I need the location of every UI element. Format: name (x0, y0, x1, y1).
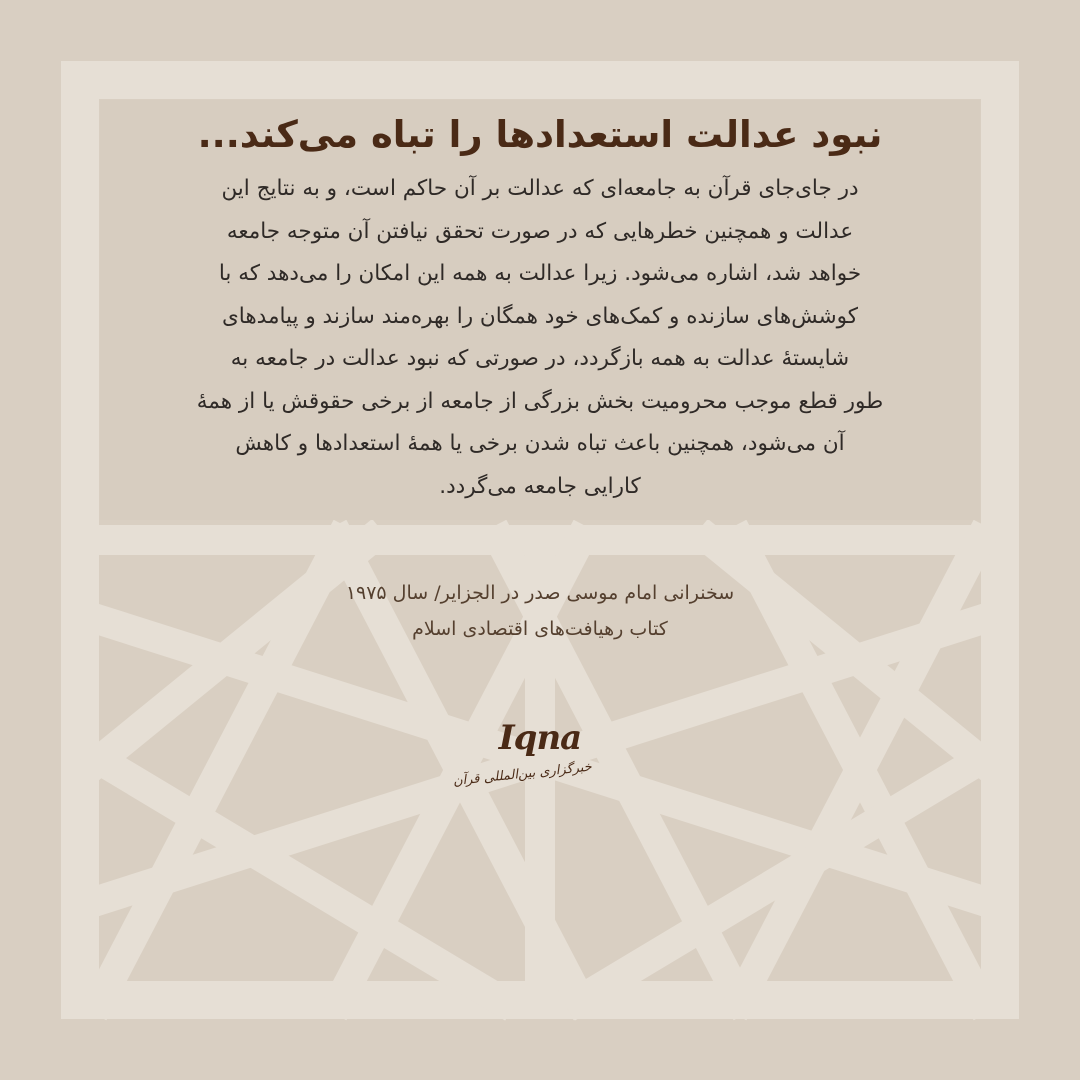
source-speech: سخنرانی امام موسی صدر در الجزایر/ سال ۱۹۷۵ (345, 582, 735, 604)
source-citation (150, 575, 930, 647)
page-title: نبود عدالت استعدادها را تباه می‌کند... (197, 113, 883, 156)
body-line: خواهد شد، اشاره می‌شود. زیرا عدالت به همه این امکان را می‌دهد که با (218, 261, 862, 286)
body-line: کوشش‌های سازنده و کمک‌های خود همگان را بهره‌مند سازند و پیامدهای (221, 303, 859, 329)
body-line: عدالت و همچنین خطرهایی که در صورت تحقق نیافتن آن متوجه جامعه (226, 218, 854, 244)
body-line: شایستهٔ عدالت به همه بازگردد، در صورتی که نبود عدالت در جامعه به (230, 346, 850, 371)
iqna-logo (452, 718, 593, 814)
logo-subtitle: خبرگزاری بین‌المللی قرآن (452, 759, 593, 790)
body-paragraph (118, 168, 962, 508)
logo-wordmark: Iqna (498, 718, 582, 758)
body-line: در جای‌جای قرآن به جامعه‌ای که عدالت بر آن حاکم است، و به نتایج این (221, 176, 859, 201)
body-line: طور قطع موجب محرومیت بخش بزرگی از جامعه از برخی حقوقش یا از همهٔ (196, 388, 884, 414)
body-line: کارایی جامعه می‌گردد. (439, 473, 641, 499)
source-book: کتاب رهیافت‌های اقتصادی اسلام (412, 618, 668, 640)
body-line: آن می‌شود، همچنین باعث تباه شدن برخی یا همهٔ استعدادها و کاهش (235, 431, 845, 456)
